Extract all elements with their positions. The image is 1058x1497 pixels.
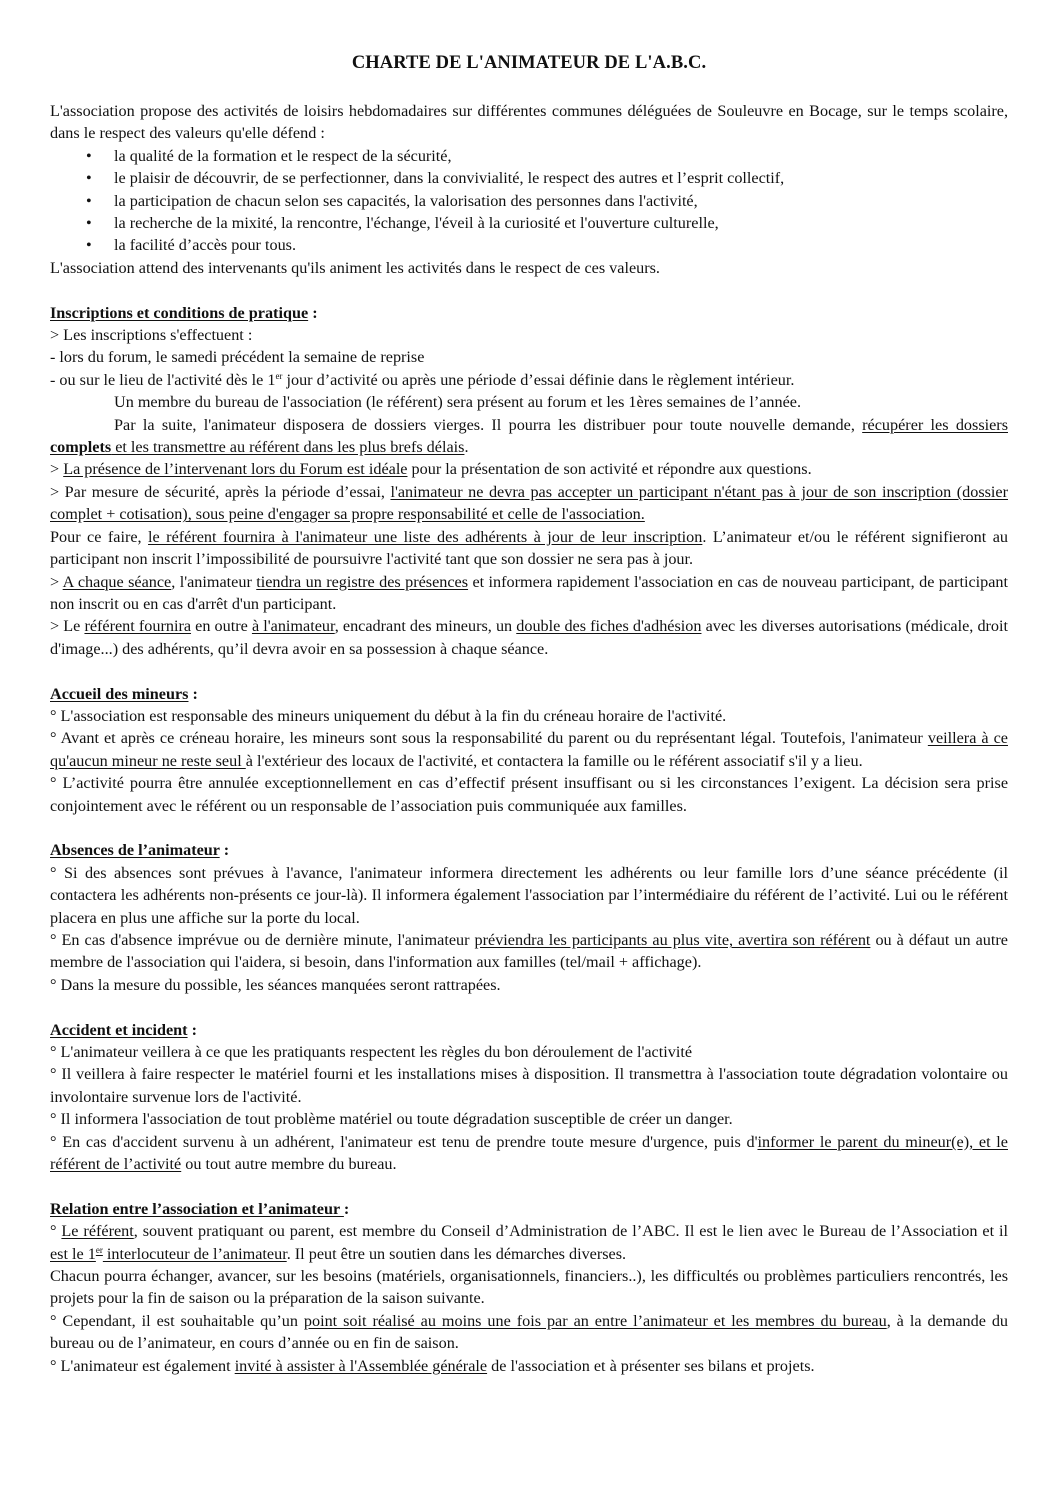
section-heading-absences: Absences de l’animateur : — [50, 841, 230, 860]
list-item: • la participation de chacun selon ses capacités, la valorisation des personnes dans l'activité, — [50, 190, 1008, 212]
list-item: • la facilité d’accès pour tous. — [50, 234, 1008, 256]
document-title: CHARTE DE L'ANIMATEUR DE L'A.B.C. — [351, 53, 707, 73]
bullet-icon: • — [86, 236, 92, 255]
values-list — [50, 145, 1008, 257]
paragraph: > La présence de l’intervenant lors du Forum est idéale pour la présentation de son activité et répondre aux questions. — [50, 460, 812, 479]
section-heading-inscriptions: Inscriptions et conditions de pratique : — [50, 303, 318, 322]
section-heading-relation: Relation entre l’association et l’animateur : — [50, 1199, 350, 1218]
intro-conclusion: L'association attend des intervenants qu'ils animent les activités dans le respect de ces valeurs. — [50, 258, 660, 277]
bullet-icon: • — [86, 146, 92, 165]
bullet-icon: • — [86, 169, 92, 188]
paragraph: Par la suite, l'animateur disposera de dossiers vierges. Il pourra les distribuer pour toute nouvelle demande, récupérer les dossiers complets et les transmettre au référent dans les plus brefs délais. — [50, 415, 1008, 457]
paragraph: - ou sur le lieu de l'activité dès le 1er jour d’activité ou après une période d’essai définie dans le règlement intérieur. — [50, 370, 795, 389]
list-item: • la qualité de la formation et le respect de la sécurité, — [50, 145, 1008, 167]
paragraph: Chacun pourra échanger, avancer, sur les besoins (matériels, organisationnels, financiers..), les difficultés ou problèmes particuliers rencontrés, les projets pour la fin de saison ou la préparation de la saison suivante. — [50, 1267, 1008, 1308]
paragraph: ° L’activité pourra être annulée exceptionnellement en cas d’effectif présent insuffisant ou si les circonstances l’exigent. La décision sera prise conjointement avec le référent ou un responsable de l’association puis communiquée aux familles. — [50, 774, 1008, 815]
paragraph: > Les inscriptions s'effectuent : — [50, 326, 253, 345]
paragraph: Pour ce faire, le référent fournira à l'animateur une liste des adhérents à jour de leur inscription. L’animateur et/ou le référent signifieront au participant non inscrit l’impossibilité de poursuivre l'activité tant que son dossier ne sera pas à jour. — [50, 527, 1008, 569]
section-heading-accueil: Accueil des mineurs : — [50, 684, 198, 703]
paragraph: ° L'animateur est également invité à assister à l'Assemblée générale de l'association et à présenter ses bilans et projets. — [50, 1356, 815, 1375]
paragraph: ° L'animateur veillera à ce que les pratiquants respectent les règles du bon déroulement de l'activité — [50, 1043, 693, 1061]
bullet-icon: • — [86, 191, 92, 210]
paragraph: Un membre du bureau de l'association (le référent) sera présent au forum et les 1ères semaines de l’année. — [114, 393, 801, 412]
paragraph: > Le référent fournira en outre à l'animateur, encadrant des mineurs, un double des fiches d'adhésion avec les diverses autorisations (médicale, droit d'image...) des adhérents, qu’il devra avoir en sa possession à chaque séance. — [50, 617, 1009, 658]
paragraph: ° Cependant, il est souhaitable qu’un point soit réalisé au moins une fois par an entre l’animateur et les membres du bureau, à la demande du bureau ou de l’animateur, en cours d’année ou en fin de saison. — [50, 1311, 1009, 1353]
paragraph: > A chaque séance, l'animateur tiendra un registre des présences et informera rapidement l'association en cas de nouveau participant, de participant non inscrit ou en cas d'arrêt d'un participant. — [50, 572, 1008, 613]
paragraph: ° En cas d'accident survenu à un adhérent, l'animateur est tenu de prendre toute mesure d'urgence, puis d'informer le parent du mineur(e), et le référent de l’activité ou tout autre membre du bureau. — [50, 1132, 1008, 1174]
list-item: • la recherche de la mixité, la rencontre, l'échange, l'éveil à la curiosité et l'ouverture culturelle, — [50, 212, 1008, 234]
list-item: • le plaisir de découvrir, de se perfectionner, dans la convivialité, le respect des autres et l’esprit collectif, — [50, 167, 1008, 189]
section-heading-accident: Accident et incident : — [50, 1020, 198, 1039]
paragraph: ° Avant et après ce créneau horaire, les mineurs sont sous la responsabilité du parent ou du représentant légal. Toutefois, l'animateur veillera à ce qu'aucun mineur ne reste seul à l'extérieur des locaux de l'activité, et contactera la famille ou le référent associatif s'il y a lieu. — [50, 729, 1008, 770]
paragraph: ° Dans la mesure du possible, les séances manquées seront rattrapées. — [50, 975, 501, 994]
paragraph: ° Si des absences sont prévues à l'avance, l'animateur informera directement les adhérents ou leur famille lors d’une séance précédente (il contactera les adhérents non-présents ce jour-là). Il informera également l'association par l’intermédiaire du référent de l’activité. Lui ou le référent placera en plus une affiche sur la porte du local. — [50, 863, 1008, 927]
bullet-icon: • — [86, 214, 92, 233]
paragraph: > Par mesure de sécurité, après la période d’essai, l'animateur ne devra pas accepter un participant n'étant pas à jour de son inscription (dossier complet + cotisation), sous peine d'engager sa propre responsabilité et celle de l'association. — [50, 482, 1008, 524]
paragraph: ° L'association est responsable des mineurs uniquement du début à la fin du créneau horaire de l'activité. — [50, 706, 727, 725]
intro-paragraph: L'association propose des activités de loisirs hebdomadaires sur différentes communes déléguées de Souleuvre en Bocage, sur le temps scolaire, dans le respect des valeurs qu'elle défend : — [50, 102, 1008, 143]
paragraph: ° Il informera l'association de tout problème matériel ou toute dégradation susceptible de créer un danger. — [50, 1110, 733, 1129]
paragraph: ° Il veillera à faire respecter le matériel fourni et les installations mises à disposition. Il transmettra à l'association toute dégradation volontaire ou involontaire survenue lors de l'activité. — [50, 1065, 1008, 1106]
paragraph: ° Le référent, souvent pratiquant ou parent, est membre du Conseil d’Administration de l’ABC. Il est le lien avec le Bureau de l’Association et il est le 1er interlocuteur de l’animateur. Il peut être un soutien dans les démarches diverses. — [50, 1222, 1009, 1263]
paragraph: - lors du forum, le samedi précédent la semaine de reprise — [50, 348, 425, 367]
paragraph: ° En cas d'absence imprévue ou de dernière minute, l'animateur préviendra les participants au plus vite, avertira son référent ou à défaut un autre membre de l'association qui l'aidera, si besoin, dans l'information aux familles (tel/mail + affichage). — [50, 930, 1008, 972]
